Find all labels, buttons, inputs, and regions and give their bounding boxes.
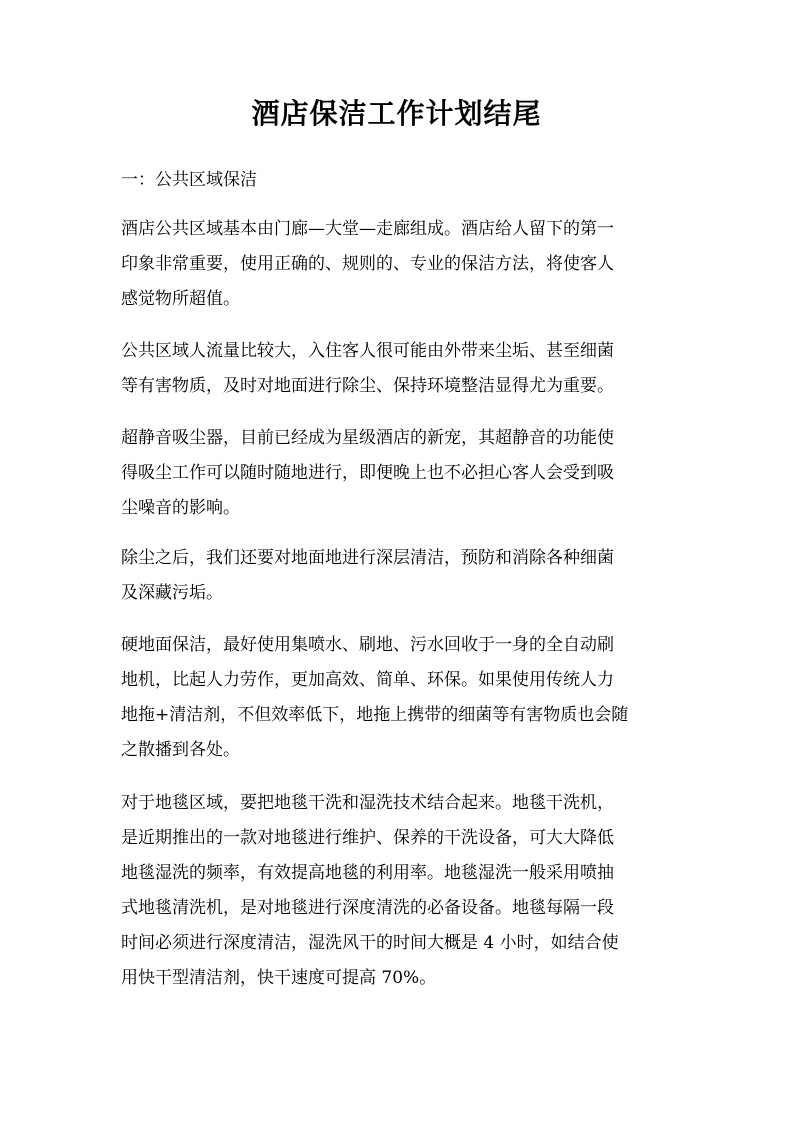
paragraph-6 bbox=[121, 786, 679, 996]
paragraph-line: 感觉物所超值。 bbox=[121, 289, 240, 309]
paragraph-line: 地毯湿洗的频率，有效提高地毯的利用率。地毯湿洗一般采用喷抽 bbox=[121, 863, 614, 883]
paragraph-2 bbox=[121, 334, 679, 404]
paragraph-line: 硬地面保洁，最好使用集喷水、刷地、污水回收于一身的全自动刷 bbox=[121, 635, 614, 655]
paragraph-line: 尘噪音的影响。 bbox=[121, 498, 240, 518]
paragraph-line: 除尘之后，我们还要对地面地进行深层清洁，预防和消除各种细菌 bbox=[121, 548, 614, 568]
page-title: 酒店保洁工作计划结尾 bbox=[251, 97, 542, 130]
paragraph-3 bbox=[121, 421, 679, 526]
paragraph-line: 是近期推出的一款对地毯进行维护、保养的干洗设备，可大大降低 bbox=[121, 828, 614, 848]
paragraph-4 bbox=[121, 541, 679, 611]
paragraph-line: 得吸尘工作可以随时随地进行，即便晚上也不必担心客人会受到吸 bbox=[121, 463, 614, 483]
paragraph-line: 用快干型清洁剂，快干速度可提高 70%。 bbox=[121, 968, 437, 988]
paragraph-line: 式地毯清洗机，是对地毯进行深度清洗的必备设备。地毯每隔一段 bbox=[121, 898, 614, 918]
paragraph-line: 地拖+清洁剂，不但效率低下，地拖上携带的细菌等有害物质也会随 bbox=[121, 705, 629, 725]
paragraph-5 bbox=[121, 628, 679, 768]
paragraph-line: 之散播到各处。 bbox=[121, 740, 240, 760]
paragraph-line: 时间必须进行深度清洁，湿洗风干的时间大概是 4 小时，如结合使 bbox=[121, 933, 619, 953]
paragraph-line: 公共区域人流量比较大，入住客人很可能由外带来尘垢、甚至细菌 bbox=[121, 341, 614, 361]
section-heading: 一：公共区域保洁 bbox=[121, 170, 257, 190]
paragraph-line: 等有害物质，及时对地面进行除尘、保持环境整洁显得尤为重要。 bbox=[121, 376, 614, 396]
paragraph-line: 及深藏污垢。 bbox=[121, 583, 223, 603]
paragraph-line: 超静音吸尘器，目前已经成为星级酒店的新宠，其超静音的功能使 bbox=[121, 428, 614, 448]
paragraph-line: 印象非常重要，使用正确的、规则的、专业的保洁方法，将使客人 bbox=[121, 254, 614, 274]
paragraph-line: 酒店公共区域基本由门廊—大堂—走廊组成。酒店给人留下的第一 bbox=[121, 219, 614, 239]
paragraph-1 bbox=[121, 212, 679, 317]
paragraph-line: 对于地毯区域，要把地毯干洗和湿洗技术结合起来。地毯干洗机， bbox=[121, 793, 614, 813]
paragraph-line: 地机，比起人力劳作，更加高效、简单、环保。如果使用传统人力 bbox=[121, 670, 614, 690]
